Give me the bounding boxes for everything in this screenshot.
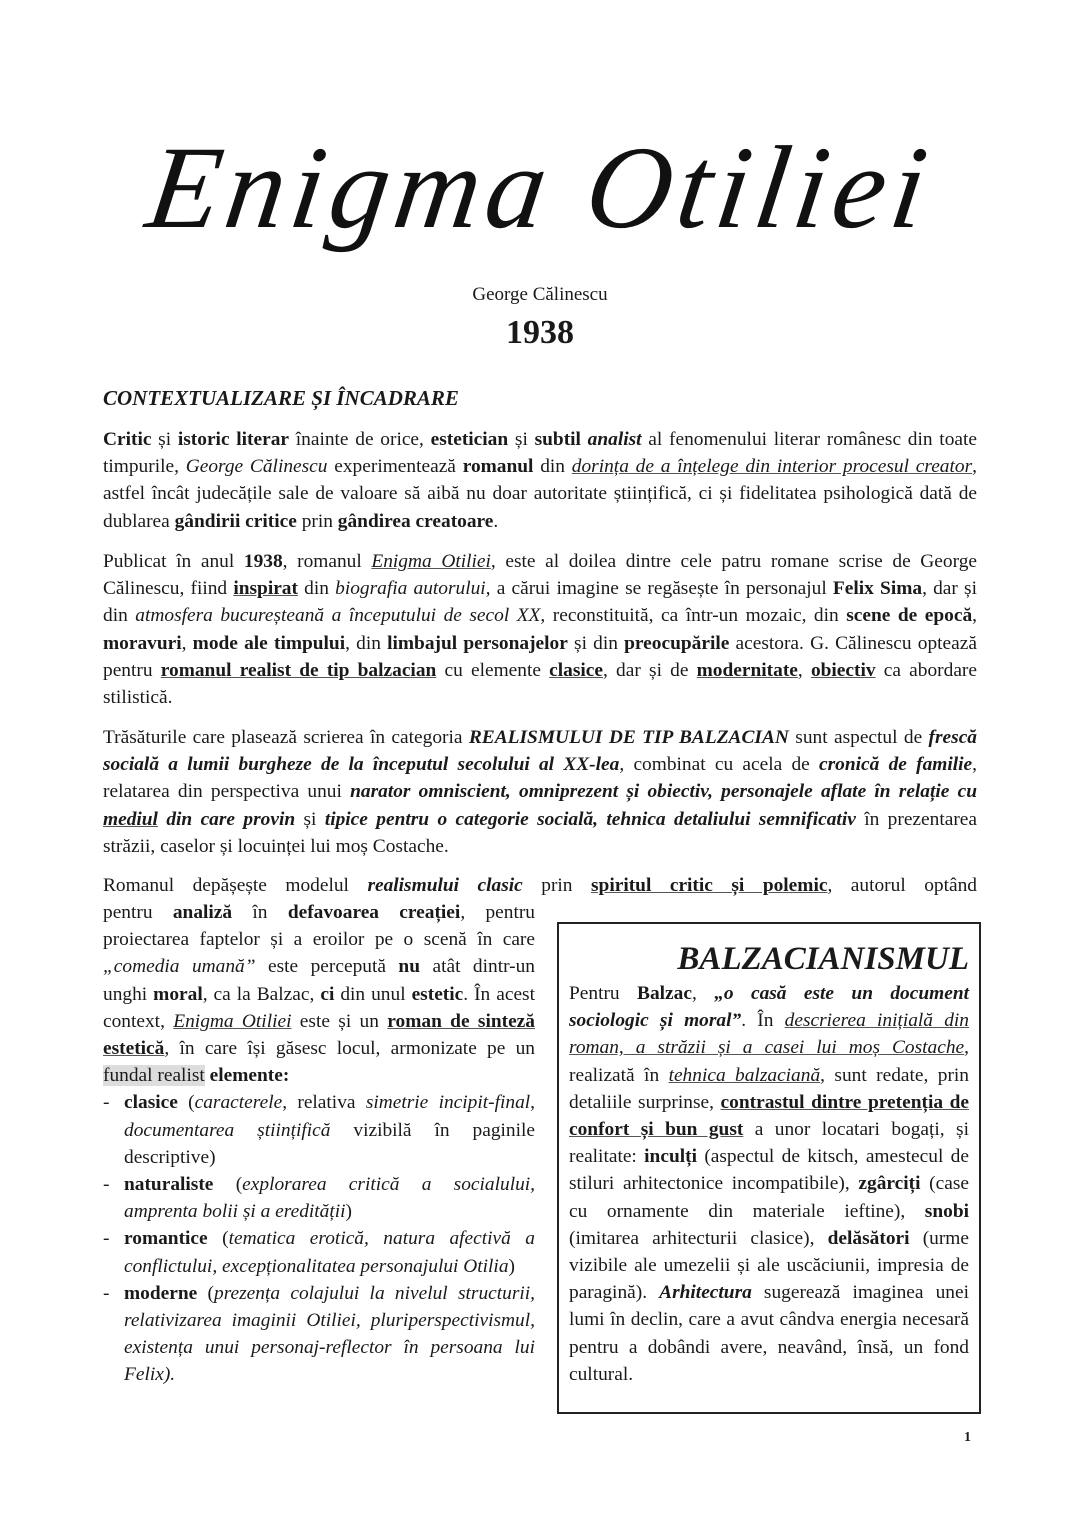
text-run: (imitarea arhitecturii clasice), xyxy=(569,1227,828,1249)
text-run: , în care își găsesc locul, armonizate pe un xyxy=(164,1038,535,1060)
text-run: istoric literar xyxy=(177,429,290,450)
text-run: , autorul optând xyxy=(827,875,977,896)
list-dash: - xyxy=(103,1174,110,1196)
paragraph-romanul-continued xyxy=(103,899,535,1089)
section-heading: CONTEXTUALIZARE ȘI ÎNCADRARE xyxy=(103,386,459,410)
text-run: , xyxy=(181,632,193,654)
text-run: (urme vizibile ale umezelii și ale uscăciunii, impresia de paragină). xyxy=(569,1227,969,1304)
text-run: ( xyxy=(197,1282,214,1304)
text-run: clasice xyxy=(549,659,604,681)
text-run: elemente: xyxy=(209,1065,290,1087)
text-run: , din xyxy=(345,632,388,654)
text-run xyxy=(581,429,588,450)
text-run: Trăsăturile care plasează scrierea în categoria xyxy=(103,727,469,748)
text-run: Balzac xyxy=(637,983,692,1004)
text-run: tematica erotică, natura afectivă a conflictului, excepționalitatea personajului Otilia xyxy=(124,1228,535,1277)
text-run: , sunt redate, prin detaliile surprinse, xyxy=(569,1064,969,1113)
text-run: este și un xyxy=(291,1010,388,1032)
text-run: spiritul critic și polemic xyxy=(591,875,828,896)
paragraph-critic xyxy=(103,426,977,535)
paragraph-trasaturi xyxy=(103,724,977,860)
text-run: prin xyxy=(522,875,591,896)
text-run: zgârciți xyxy=(858,1173,921,1195)
text-run: și din xyxy=(567,632,625,654)
document-title: Enigma Otiliei xyxy=(139,122,941,253)
text-run: . În xyxy=(741,1010,785,1032)
text-run: subtil xyxy=(534,429,581,450)
text-run: prezența colajului la nivelul structurii, relativizarea imaginii Otiliei, pluriperspectivismul, existența unui personaj-reflector în persoana lui Felix). xyxy=(124,1282,535,1386)
left-column xyxy=(103,899,535,1389)
text-run: . xyxy=(493,510,499,532)
text-run: Enigma Otiliei xyxy=(173,1010,292,1032)
text-run: modernitate xyxy=(696,659,798,681)
text-run: scene de epocă xyxy=(846,605,973,627)
text-run: al fenomenului literar românesc din toate timpurile, xyxy=(103,429,977,478)
text-run: realismului clasic xyxy=(367,875,523,896)
text-run: , xyxy=(530,1092,536,1114)
text-run: , reconstituită, ca într-un mozaic, din xyxy=(540,605,847,627)
text-run: analist xyxy=(587,429,642,450)
text-run: delăsători xyxy=(827,1227,910,1249)
text-run: 1938 xyxy=(243,551,283,572)
text-run: atmosfera bucureșteană a începutului de secol XX xyxy=(135,605,541,627)
text-run: moral xyxy=(153,983,203,1005)
text-run: (aspectul de kitsch, amestecul de stiluri arhitectonice incompatibile), xyxy=(569,1146,969,1195)
paragraph-romanul-first-line xyxy=(103,872,977,899)
text-run: George Călinescu xyxy=(185,456,328,478)
text-run: frescă socială a lumii burgheze de la începutul secolului al XX-lea xyxy=(103,727,978,776)
text-run: ca abordare stilistică. xyxy=(103,659,977,709)
list-item xyxy=(103,1280,535,1389)
text-run: cu elemente xyxy=(436,659,550,681)
text-run: din xyxy=(297,578,336,600)
text-run: Pentru xyxy=(569,983,638,1004)
text-run: analiză xyxy=(172,902,233,923)
box-title: BALZACIANISMUL xyxy=(677,941,969,977)
text-run: documentarea științifică xyxy=(124,1119,331,1141)
list-item xyxy=(103,1171,535,1225)
text-run: , xyxy=(972,605,978,627)
text-run: Critic xyxy=(103,429,152,450)
text-run: , xyxy=(797,659,811,681)
text-run: , ca la Balzac, xyxy=(202,983,321,1005)
text-run: și xyxy=(508,429,535,450)
text-run: moderne xyxy=(124,1282,198,1304)
text-run: din xyxy=(533,456,572,478)
text-run: experimentează xyxy=(327,456,463,478)
text-run: tehnica balzaciană xyxy=(668,1064,821,1086)
page-number: 1 xyxy=(964,1430,971,1445)
text-run: a cărui imagine se regăsește în personajul xyxy=(490,578,833,600)
text-run: a unor locatari bogați, și realitate: xyxy=(569,1119,969,1168)
text-run: inculți xyxy=(644,1146,697,1168)
text-run: din care provin xyxy=(157,808,296,830)
publication-year: 1938 xyxy=(506,314,574,351)
text-run: Arhitectura xyxy=(659,1282,752,1304)
text-run: , combinat cu acela de xyxy=(619,754,820,776)
text-run: în prezentarea străzii, caselor și locuinței lui moș Costache. xyxy=(103,808,977,857)
text-run: limbajul personajelor xyxy=(387,632,568,654)
list-dash: - xyxy=(103,1092,110,1114)
text-run: explorarea critică a socialului, amprenta bolii și a eredității xyxy=(124,1174,536,1223)
text-run: înainte de orice, xyxy=(289,429,431,450)
elements-list xyxy=(103,1089,535,1388)
text-run: ci xyxy=(320,983,335,1005)
text-run: snobi xyxy=(924,1200,969,1222)
list-item xyxy=(103,1225,535,1279)
text-run: acestora. G. Călinescu optează pentru xyxy=(103,632,977,681)
text-run: și xyxy=(295,808,325,830)
text-run: defavoarea creației xyxy=(287,902,461,923)
text-run: inspirat xyxy=(233,578,298,600)
text-run: estetic xyxy=(411,983,464,1005)
text-run: preocupările xyxy=(624,632,730,654)
text-run: obiectiv xyxy=(810,659,876,681)
list-item xyxy=(103,1089,535,1171)
text-run: dorința de a înțelege din interior procesul creator xyxy=(571,456,973,478)
text-run: ) xyxy=(508,1255,515,1277)
text-run: cronică de familie xyxy=(819,754,973,776)
text-run: Romanul depășește modelul xyxy=(103,875,368,896)
text-run: pentru xyxy=(103,902,173,923)
text-run: vizibilă în paginile descriptive) xyxy=(124,1119,535,1168)
text-run: Enigma Otiliei xyxy=(371,551,491,572)
text-run: ( xyxy=(177,1092,195,1114)
text-run: estetician xyxy=(430,429,509,450)
text-run: , dar și din xyxy=(103,578,977,627)
text-run: „o casă este un document sociologic și moral” xyxy=(569,983,969,1032)
text-run: nu xyxy=(398,956,420,978)
text-run: gândirea creatoare xyxy=(337,510,494,532)
text-run: „comedia umană” xyxy=(103,956,256,978)
text-run: ) xyxy=(345,1201,353,1223)
text-run: , pentru proiectarea faptelor și a eroilor pe o scenă în care xyxy=(103,902,536,951)
text-run: gândirii critice xyxy=(174,510,297,532)
text-run: biografia autorului, xyxy=(335,578,491,600)
text-run: clasice xyxy=(124,1092,178,1114)
text-run: romanul realist de tip balzacian xyxy=(160,659,437,681)
text-run: mode ale timpului xyxy=(192,632,346,654)
text-run: , dar și de xyxy=(603,659,697,681)
paragraph-publicat xyxy=(103,548,977,711)
text-run: naturaliste xyxy=(124,1174,214,1196)
text-run: simetrie incipit-final xyxy=(365,1092,531,1114)
text-run: este percepută xyxy=(255,956,399,978)
text-run: Felix Sima xyxy=(832,578,923,600)
text-run: REALISMULUI DE TIP BALZACIAN xyxy=(468,727,789,748)
text-run: narator omniscient, omniprezent și obiectiv, personajele aflate în relație cu xyxy=(350,781,977,803)
text-run: contrastul dintre pretenția de confort și bun gust xyxy=(569,1091,969,1141)
text-run: fundal realist xyxy=(103,1065,205,1087)
text-run: romantice xyxy=(124,1228,208,1250)
author-name: George Călinescu xyxy=(472,284,608,305)
text-run: moravuri xyxy=(103,632,182,654)
text-run: , xyxy=(691,983,715,1004)
box-text xyxy=(569,980,969,1388)
text-run: , romanul xyxy=(282,551,372,572)
text-run: , este al doilea dintre cele patru romane scrise de George Călinescu, fiind xyxy=(103,551,978,600)
text-run: atât dintr-un unghi xyxy=(103,956,536,1005)
text-run: . În acest context, xyxy=(103,983,535,1032)
text-run: din unul xyxy=(334,983,412,1005)
text-run: sugerează imaginea unei lumi în declin, care a avut cândva energia necesară pentru a dobândi avere, neavând, însă, un fond cultural. xyxy=(569,1282,969,1385)
text-run: descrierea inițială din roman, a străzii și a casei lui moș Costache xyxy=(569,1010,970,1059)
text-run: și xyxy=(151,429,178,450)
text-run: , relativa xyxy=(282,1092,366,1114)
text-run: , relatarea din perspectiva unui xyxy=(103,754,977,803)
text-run: , astfel încât judecățile sale de valoare să aibă nu doar autoritate științifică, ci și fidelitatea psihologică dată de dublarea xyxy=(103,456,977,532)
text-run: , realizată în xyxy=(569,1037,969,1086)
list-dash: - xyxy=(103,1228,110,1250)
text-run: prin xyxy=(296,510,338,532)
text-run: în xyxy=(232,902,288,923)
text-run: mediul xyxy=(103,808,158,830)
text-run: romanul xyxy=(462,456,534,478)
text-run: sunt aspectul de xyxy=(788,727,929,748)
text-run: (case cu ornamente din materiale ieftine), xyxy=(569,1173,970,1222)
text-run: tipice pentru o categorie socială, tehnica detaliului semnificativ xyxy=(324,808,856,830)
text-run: Publicat în anul xyxy=(103,551,244,572)
text-run: ( xyxy=(213,1174,243,1196)
text-run: roman de sinteză estetică xyxy=(103,1010,535,1060)
balzacianism-box xyxy=(557,922,981,1414)
list-dash: - xyxy=(103,1282,110,1304)
text-run: caracterele xyxy=(194,1092,283,1114)
text-run: ( xyxy=(207,1228,229,1250)
